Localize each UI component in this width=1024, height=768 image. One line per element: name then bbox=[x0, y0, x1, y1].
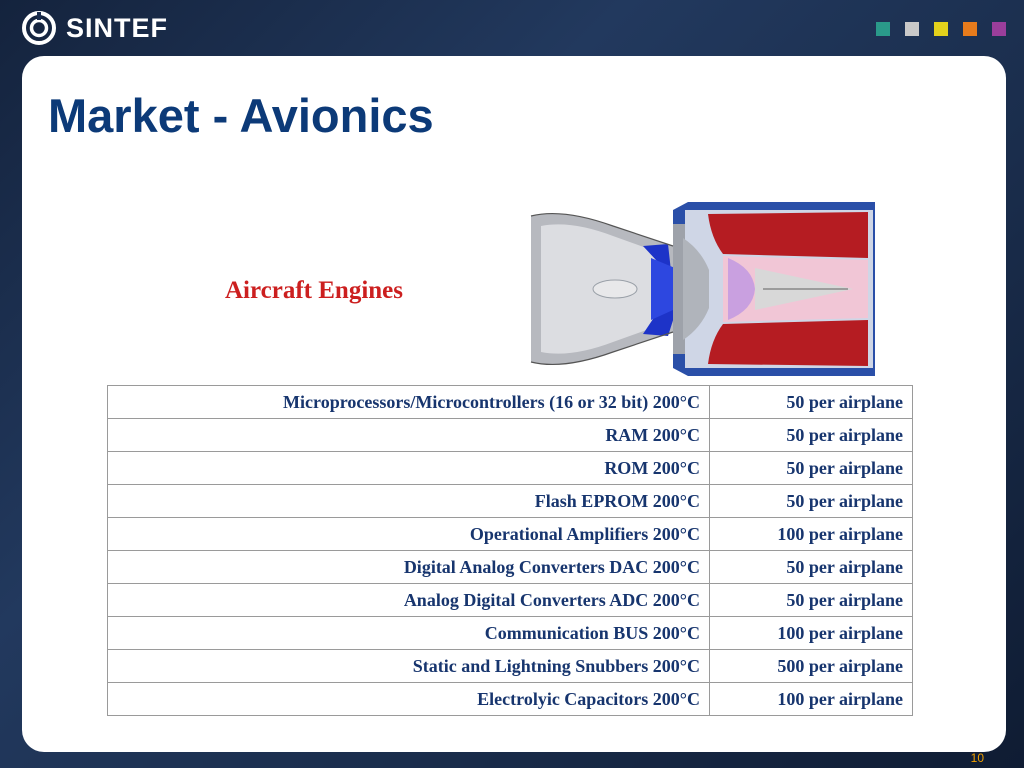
component-cell: Microprocessors/Microcontrollers (16 or 32 bit) 200°C bbox=[108, 386, 710, 419]
purple-square-icon bbox=[992, 22, 1006, 36]
component-cell: Analog Digital Converters ADC 200°C bbox=[108, 584, 710, 617]
table-row bbox=[108, 452, 913, 485]
jet-engine-cutaway-illustration bbox=[523, 198, 881, 380]
orange-square-icon bbox=[963, 22, 977, 36]
corner-color-squares bbox=[876, 22, 1006, 36]
table-row bbox=[108, 650, 913, 683]
component-cell: Flash EPROM 200°C bbox=[108, 485, 710, 518]
table-row bbox=[108, 386, 913, 419]
quantity-cell: 50 per airplane bbox=[710, 452, 913, 485]
component-cell: Static and Lightning Snubbers 200°C bbox=[108, 650, 710, 683]
component-cell: ROM 200°C bbox=[108, 452, 710, 485]
table-row bbox=[108, 683, 913, 716]
table-row bbox=[108, 584, 913, 617]
component-cell: Operational Amplifiers 200°C bbox=[108, 518, 710, 551]
table-row bbox=[108, 551, 913, 584]
quantity-cell: 50 per airplane bbox=[710, 551, 913, 584]
table-row bbox=[108, 419, 913, 452]
yellow-square-icon bbox=[934, 22, 948, 36]
component-cell: RAM 200°C bbox=[108, 419, 710, 452]
avionics-components-table bbox=[107, 385, 913, 716]
quantity-cell: 50 per airplane bbox=[710, 485, 913, 518]
table-row bbox=[108, 617, 913, 650]
engine-image-caption: Aircraft Engines bbox=[225, 277, 403, 304]
table-row bbox=[108, 518, 913, 551]
quantity-cell: 50 per airplane bbox=[710, 386, 913, 419]
teal-square-icon bbox=[876, 22, 890, 36]
quantity-cell: 50 per airplane bbox=[710, 419, 913, 452]
component-cell: Electrolyic Capacitors 200°C bbox=[108, 683, 710, 716]
quantity-cell: 500 per airplane bbox=[710, 650, 913, 683]
slide-title: Market - Avionics bbox=[48, 89, 434, 142]
quantity-cell: 100 per airplane bbox=[710, 617, 913, 650]
quantity-cell: 100 per airplane bbox=[710, 683, 913, 716]
table-row bbox=[108, 485, 913, 518]
sintef-logo bbox=[22, 10, 168, 46]
sintef-ring-logo-icon bbox=[22, 11, 56, 45]
component-cell: Communication BUS 200°C bbox=[108, 617, 710, 650]
quantity-cell: 100 per airplane bbox=[710, 518, 913, 551]
page-number: 10 bbox=[970, 751, 984, 765]
component-cell: Digital Analog Converters DAC 200°C bbox=[108, 551, 710, 584]
brand-name: SINTEF bbox=[66, 12, 169, 43]
quantity-cell: 50 per airplane bbox=[710, 584, 913, 617]
grey-square-icon bbox=[905, 22, 919, 36]
